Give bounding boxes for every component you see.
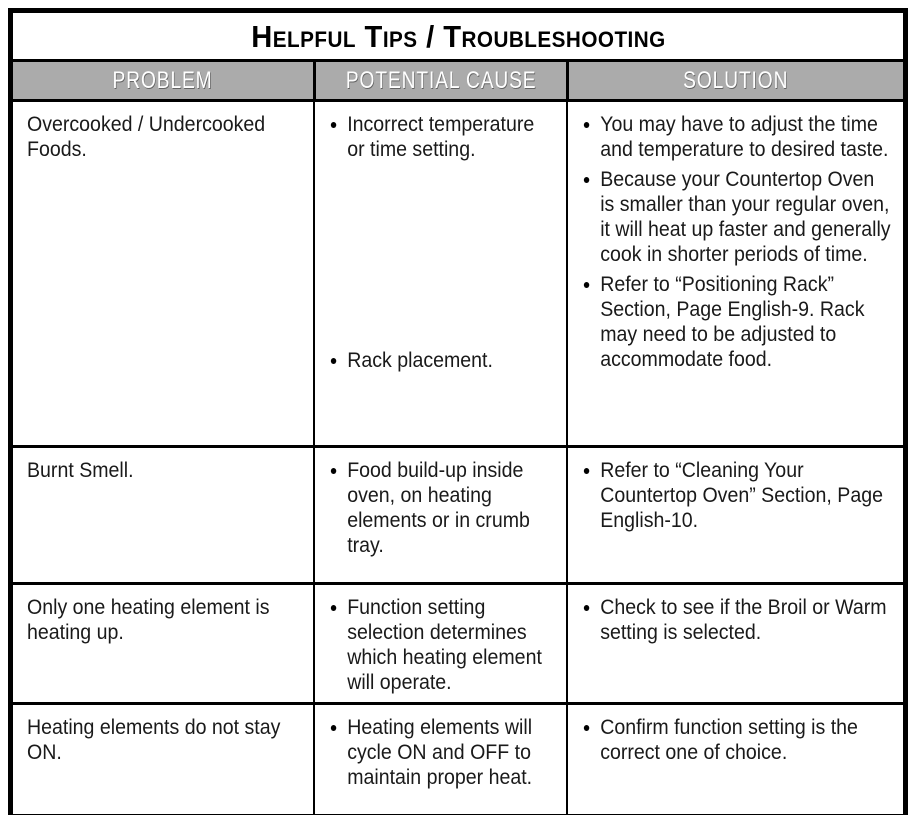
column-header-solution xyxy=(566,62,903,99)
cell-solution xyxy=(566,102,903,445)
cause-list xyxy=(329,112,554,373)
problem-text: Only one heating element is heating up. xyxy=(27,595,270,644)
problem-text: Heating elements do not stay ON. xyxy=(27,715,281,764)
cell-problem xyxy=(13,448,313,582)
cell-problem xyxy=(13,102,313,445)
table-row xyxy=(13,102,903,445)
list-item: Food build-up inside oven, on heating elements or in crumb tray. xyxy=(329,458,554,558)
cell-problem xyxy=(13,705,313,814)
problem-text: Burnt Smell. xyxy=(27,458,134,482)
cause-list xyxy=(329,595,554,695)
cell-solution xyxy=(566,705,903,814)
list-item: Because your Countertop Oven is smaller than your regular oven, it will heat up faster and generally cook in shorter periods of time. xyxy=(582,167,891,267)
page-title: Helpful Tips / Troubleshooting xyxy=(250,18,666,54)
solution-list xyxy=(582,458,891,533)
cell-potential-cause xyxy=(313,448,566,582)
cell-potential-cause xyxy=(313,585,566,702)
table-body xyxy=(13,102,903,814)
cell-solution xyxy=(566,585,903,702)
solution-list xyxy=(582,112,891,372)
list-item: You may have to adjust the time and temperature to desired taste. xyxy=(582,112,891,162)
cell-potential-cause xyxy=(313,102,566,445)
column-header-solution-label: SOLUTION xyxy=(683,66,789,94)
cell-problem xyxy=(13,585,313,702)
solution-list xyxy=(582,595,891,645)
list-item: Refer to “Cleaning Your Countertop Oven” Section, Page English-10. xyxy=(582,458,891,533)
list-item: Check to see if the Broil or Warm setting is selected. xyxy=(582,595,891,645)
column-header-potential-cause xyxy=(313,62,566,99)
table-row xyxy=(13,445,903,582)
cause-list xyxy=(329,715,554,790)
cause-list xyxy=(329,458,554,558)
table-row xyxy=(13,582,903,702)
list-item: Incorrect temperature or time setting. xyxy=(329,112,554,162)
cell-potential-cause xyxy=(313,705,566,814)
list-item: Refer to “Positioning Rack” Section, Page English-9. Rack may need to be adjusted to accommodate food. xyxy=(582,272,891,372)
table-header-row xyxy=(13,62,903,102)
list-item: Rack placement. xyxy=(329,348,554,373)
list-item: Confirm function setting is the correct one of choice. xyxy=(582,715,891,765)
troubleshooting-table xyxy=(8,8,908,815)
table-row xyxy=(13,702,903,814)
table-title-banner xyxy=(13,13,903,62)
column-header-potential-cause-label: POTENTIAL CAUSE xyxy=(345,66,537,94)
list-item: Heating elements will cycle ON and OFF to maintain proper heat. xyxy=(329,715,554,790)
column-header-problem-label: PROBLEM xyxy=(112,66,214,94)
solution-list xyxy=(582,715,891,765)
cell-solution xyxy=(566,448,903,582)
list-item: Function setting selection determines which heating element will operate. xyxy=(329,595,554,695)
column-header-problem xyxy=(13,62,313,99)
problem-text: Overcooked / Undercooked Foods. xyxy=(27,112,266,161)
